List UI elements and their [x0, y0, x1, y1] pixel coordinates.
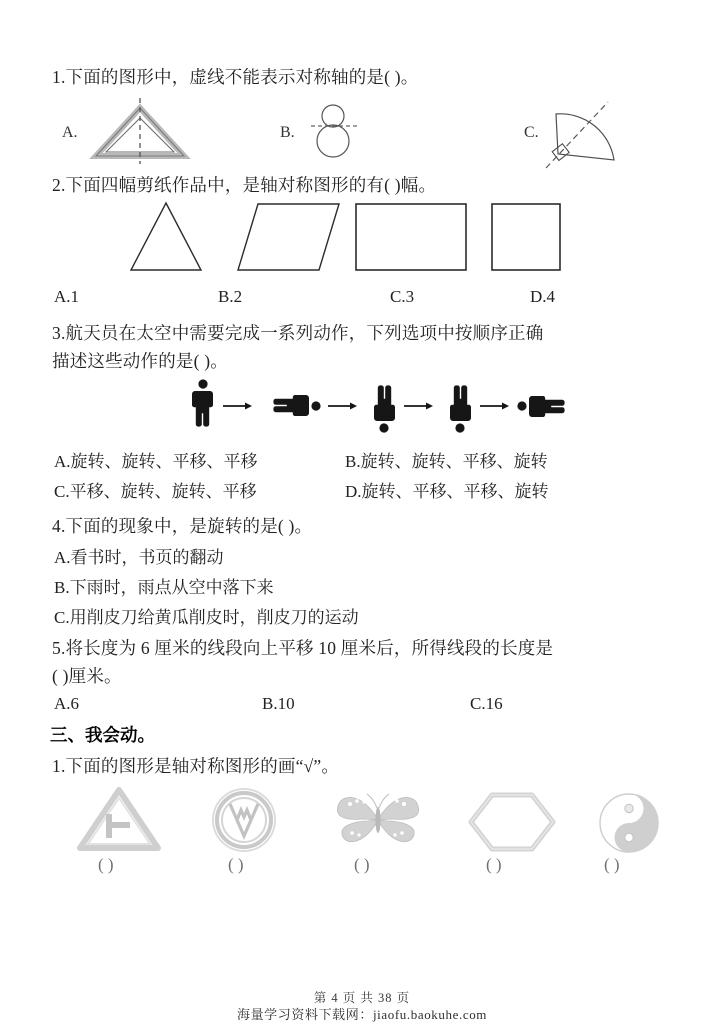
q3-option-c[interactable]: C.平移、旋转、旋转、平移 — [54, 482, 257, 501]
q2-figure-rectangle-icon — [354, 202, 468, 272]
q5-option-a[interactable]: A.6 — [54, 694, 80, 713]
q2-option-d[interactable]: D.4 — [530, 287, 556, 306]
checkbox-paren-2[interactable]: ( ) — [228, 855, 244, 874]
hexagon-icon — [468, 792, 556, 852]
question-3-text-line2: 描述这些动作的是( )。 — [52, 351, 228, 371]
q5-option-b[interactable]: B.10 — [262, 694, 295, 713]
q2-option-a[interactable]: A.1 — [54, 287, 80, 306]
q1-choice-b-label: B. — [280, 124, 295, 141]
checkbox-paren-4[interactable]: ( ) — [486, 855, 502, 874]
question-4-text: 4.下面的现象中，是旋转的是( )。 — [52, 516, 313, 536]
volkswagen-logo-icon — [208, 786, 280, 854]
yin-yang-icon — [596, 790, 662, 856]
q3-option-b[interactable]: B.旋转、旋转、平移、旋转 — [345, 452, 548, 471]
checkbox-paren-3[interactable]: ( ) — [354, 855, 370, 874]
arrow-right-icon-3 — [404, 403, 433, 410]
q5-option-c[interactable]: C.16 — [470, 694, 503, 713]
q2-option-c[interactable]: C.3 — [390, 287, 415, 306]
q2-figure-square-icon — [490, 202, 562, 272]
checkbox-paren-5[interactable]: ( ) — [604, 855, 620, 874]
section-3-question-1-text: 1.下面的图形是轴对称图形的画“√”。 — [52, 756, 340, 776]
q3-option-d[interactable]: D.旋转、平移、平移、旋转 — [345, 482, 549, 501]
triangle-outline-with-vertical-dashed-axis-icon — [88, 94, 198, 166]
two-circles-snowman-with-horizontal-dashed-line-icon — [303, 100, 375, 162]
q1-choice-c-label: C. — [524, 124, 539, 141]
q4-option-c[interactable]: C.用削皮刀给黄瓜削皮时，削皮刀的运动 — [54, 608, 359, 627]
question-5-text-line1: 5.将长度为 6 厘米的线段向上平移 10 厘米后，所得线段的长度是 — [52, 638, 554, 658]
fan-sector-with-diagonal-dashed-line-icon — [542, 92, 642, 170]
arrow-right-icon-2 — [328, 403, 357, 410]
question-2-text: 2.下面四幅剪纸作品中，是轴对称图形的有( )幅。 — [52, 175, 437, 195]
question-5-text-line2: ( )厘米。 — [52, 666, 122, 686]
q2-figure-parallelogram-icon — [236, 200, 342, 274]
road-sign-triangle-icon — [76, 786, 162, 852]
q1-choice-a-label: A. — [62, 124, 78, 141]
astronaut-upside-down-icon-1 — [374, 385, 395, 432]
q2-option-b[interactable]: B.2 — [218, 287, 243, 306]
q3-option-a[interactable]: A.旋转、旋转、平移、平移 — [54, 452, 258, 471]
arrow-right-icon-1 — [223, 403, 252, 410]
footer-page-number: 第 4 页 共 38 页 — [313, 991, 411, 1005]
astronaut-rotated-right-icon — [273, 395, 320, 416]
q2-figure-triangle-icon — [128, 200, 204, 274]
q4-option-b[interactable]: B.下雨时，雨点从空中落下来 — [54, 578, 274, 597]
question-1-text: 1.下面的图形中，虚线不能表示对称轴的是( )。 — [52, 67, 419, 87]
footer-site-url: 海量学习资料下载网：jiaofu.baokuhe.com — [236, 1007, 488, 1022]
arrow-right-icon-4 — [480, 403, 509, 410]
question-3-text-line1: 3.航天员在太空中需要完成一系列动作，下列选项中按顺序正确 — [52, 323, 544, 343]
checkbox-paren-1[interactable]: ( ) — [98, 855, 114, 874]
astronaut-upright-icon — [192, 379, 213, 426]
astronaut-rotated-left-icon — [517, 396, 564, 417]
section-3-heading: 三、我会动。 — [50, 726, 155, 746]
astronaut-sequence-diagram — [188, 378, 588, 436]
butterfly-icon — [330, 786, 426, 854]
q4-option-a[interactable]: A.看书时，书页的翻动 — [54, 548, 224, 567]
astronaut-upside-down-icon-2 — [450, 385, 471, 432]
